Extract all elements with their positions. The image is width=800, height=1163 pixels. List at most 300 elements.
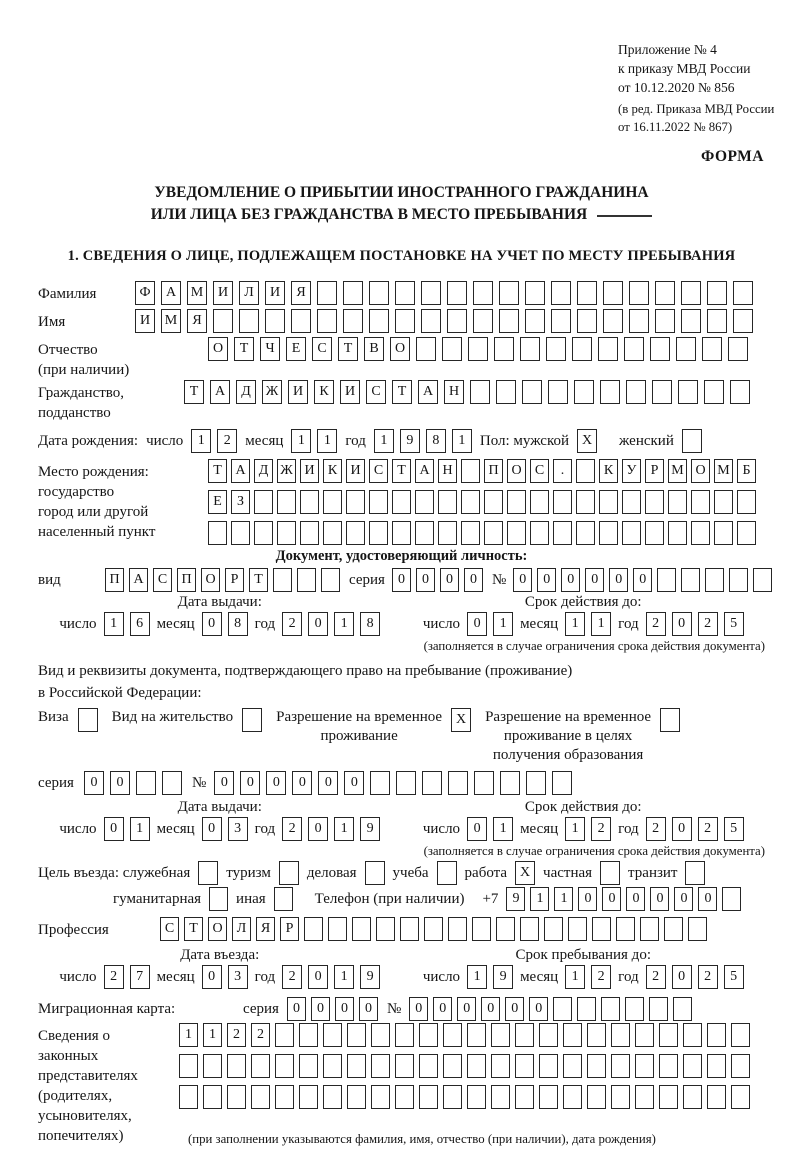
birthplace-row3-cell-19[interactable] bbox=[645, 521, 664, 545]
id-issue-year-cell-2[interactable]: 1 bbox=[334, 612, 354, 636]
representatives-row2-cell-6[interactable] bbox=[323, 1054, 342, 1078]
birthplace-row2-cell-21[interactable] bbox=[691, 490, 710, 514]
permit-number-cell-10[interactable] bbox=[474, 771, 494, 795]
id-doc-number-cell-6[interactable] bbox=[657, 568, 676, 592]
birthplace-row2-cell-13[interactable] bbox=[507, 490, 526, 514]
birthplace-row2-cell-11[interactable] bbox=[461, 490, 480, 514]
name-cell-18[interactable] bbox=[603, 309, 623, 333]
migration-number-cell-2[interactable]: 0 bbox=[457, 997, 476, 1021]
citizenship-cell-2[interactable]: Д bbox=[236, 380, 256, 404]
name-cell-5[interactable] bbox=[265, 309, 285, 333]
phone-cell-5[interactable]: 0 bbox=[626, 887, 645, 911]
representatives-row3-cell-21[interactable] bbox=[683, 1085, 702, 1109]
migration-number-cell-8[interactable] bbox=[601, 997, 620, 1021]
representatives-row2-cell-22[interactable] bbox=[707, 1054, 726, 1078]
citizenship-cell-9[interactable]: А bbox=[418, 380, 438, 404]
representatives-row3-cell-15[interactable] bbox=[539, 1085, 558, 1109]
id-valid-year-cell-1[interactable]: 0 bbox=[672, 612, 692, 636]
birthplace-row1-cell-1[interactable]: А bbox=[231, 459, 250, 483]
profession-cell-12[interactable] bbox=[448, 917, 467, 941]
representatives-row1-cell-2[interactable]: 2 bbox=[227, 1023, 246, 1047]
id-doc-number-cell-2[interactable]: 0 bbox=[561, 568, 580, 592]
surname-cell-8[interactable] bbox=[343, 281, 363, 305]
representatives-row2-cell-9[interactable] bbox=[395, 1054, 414, 1078]
surname-cell-15[interactable] bbox=[525, 281, 545, 305]
surname-cell-11[interactable] bbox=[421, 281, 441, 305]
temp-permit-cell-0[interactable]: X bbox=[451, 708, 471, 732]
representatives-row3-cell-19[interactable] bbox=[635, 1085, 654, 1109]
surname-cell-10[interactable] bbox=[395, 281, 415, 305]
birthplace-row2-cell-6[interactable] bbox=[346, 490, 365, 514]
permit-series-cell-0[interactable]: 0 bbox=[84, 771, 104, 795]
birthplace-row3-cell-14[interactable] bbox=[530, 521, 549, 545]
representatives-row1-cell-4[interactable] bbox=[275, 1023, 294, 1047]
representatives-row1-cell-1[interactable]: 1 bbox=[203, 1023, 222, 1047]
permit-series-cell-1[interactable]: 0 bbox=[110, 771, 130, 795]
id-valid-day-cell-1[interactable]: 1 bbox=[493, 612, 513, 636]
representatives-row1-cell-18[interactable] bbox=[611, 1023, 630, 1047]
representatives-row3-cell-6[interactable] bbox=[323, 1085, 342, 1109]
representatives-row3-cell-8[interactable] bbox=[371, 1085, 390, 1109]
name-cell-22[interactable] bbox=[707, 309, 727, 333]
birthplace-row1-cell-11[interactable] bbox=[461, 459, 480, 483]
patronymic-cell-10[interactable] bbox=[468, 337, 488, 361]
representatives-row1-cell-16[interactable] bbox=[563, 1023, 582, 1047]
birthplace-row2-cell-8[interactable] bbox=[392, 490, 411, 514]
permit-number-cell-3[interactable]: 0 bbox=[292, 771, 312, 795]
birthplace-row3-cell-22[interactable] bbox=[714, 521, 733, 545]
id-doc-kind-cell-6[interactable]: Т bbox=[249, 568, 268, 592]
id-issue-day-cell-0[interactable]: 1 bbox=[104, 612, 124, 636]
stay-day-cell-1[interactable]: 9 bbox=[493, 965, 513, 989]
representatives-row2-cell-11[interactable] bbox=[443, 1054, 462, 1078]
migration-number-cell-9[interactable] bbox=[625, 997, 644, 1021]
id-doc-kind-cell-0[interactable]: П bbox=[105, 568, 124, 592]
permit-issue-month-cell-1[interactable]: 3 bbox=[228, 817, 248, 841]
id-valid-year-cell-0[interactable]: 2 bbox=[646, 612, 666, 636]
surname-cell-4[interactable]: Л bbox=[239, 281, 259, 305]
patronymic-cell-12[interactable] bbox=[520, 337, 540, 361]
id-issue-year-cell-0[interactable]: 2 bbox=[282, 612, 302, 636]
citizenship-cell-10[interactable]: Н bbox=[444, 380, 464, 404]
surname-cell-12[interactable] bbox=[447, 281, 467, 305]
birthplace-row2-cell-9[interactable] bbox=[415, 490, 434, 514]
birth-day-cell-1[interactable]: 2 bbox=[217, 429, 237, 453]
citizenship-cell-14[interactable] bbox=[548, 380, 568, 404]
birthplace-row3-cell-12[interactable] bbox=[484, 521, 503, 545]
birthplace-row2-cell-12[interactable] bbox=[484, 490, 503, 514]
birthplace-row3-cell-13[interactable] bbox=[507, 521, 526, 545]
citizenship-cell-21[interactable] bbox=[730, 380, 750, 404]
representatives-row1-cell-23[interactable] bbox=[731, 1023, 750, 1047]
entry-year-cell-1[interactable]: 0 bbox=[308, 965, 328, 989]
birthplace-row3-cell-16[interactable] bbox=[576, 521, 595, 545]
birthplace-row3-cell-18[interactable] bbox=[622, 521, 641, 545]
birthplace-row2-cell-22[interactable] bbox=[714, 490, 733, 514]
birthplace-row1-cell-5[interactable]: К bbox=[323, 459, 342, 483]
id-valid-month-cell-1[interactable]: 1 bbox=[591, 612, 611, 636]
surname-cell-0[interactable]: Ф bbox=[135, 281, 155, 305]
residence-cell-0[interactable] bbox=[242, 708, 262, 732]
id-valid-day-cell-0[interactable]: 0 bbox=[467, 612, 487, 636]
id-doc-kind-cell-1[interactable]: А bbox=[129, 568, 148, 592]
birthplace-row1-cell-17[interactable]: К bbox=[599, 459, 618, 483]
permit-issue-day-cell-0[interactable]: 0 bbox=[104, 817, 124, 841]
name-cell-19[interactable] bbox=[629, 309, 649, 333]
migration-number-cell-1[interactable]: 0 bbox=[433, 997, 452, 1021]
permit-number-cell-5[interactable]: 0 bbox=[344, 771, 364, 795]
surname-cell-19[interactable] bbox=[629, 281, 649, 305]
phone-cell-3[interactable]: 0 bbox=[578, 887, 597, 911]
representatives-row3-cell-0[interactable] bbox=[179, 1085, 198, 1109]
representatives-row1-cell-5[interactable] bbox=[299, 1023, 318, 1047]
id-doc-kind-cell-5[interactable]: Р bbox=[225, 568, 244, 592]
permit-number-cell-2[interactable]: 0 bbox=[266, 771, 286, 795]
sex-male-cell-0[interactable]: X bbox=[577, 429, 597, 453]
surname-cell-6[interactable]: Я bbox=[291, 281, 311, 305]
permit-valid-month-cell-1[interactable]: 2 bbox=[591, 817, 611, 841]
birthplace-row3-cell-9[interactable] bbox=[415, 521, 434, 545]
representatives-row2-cell-18[interactable] bbox=[611, 1054, 630, 1078]
migration-series-cell-0[interactable]: 0 bbox=[287, 997, 306, 1021]
migration-number-cell-6[interactable] bbox=[553, 997, 572, 1021]
representatives-row1-cell-13[interactable] bbox=[491, 1023, 510, 1047]
name-cell-1[interactable]: М bbox=[161, 309, 181, 333]
patronymic-cell-8[interactable] bbox=[416, 337, 436, 361]
patronymic-cell-20[interactable] bbox=[728, 337, 748, 361]
representatives-row2-cell-21[interactable] bbox=[683, 1054, 702, 1078]
id-doc-number-cell-1[interactable]: 0 bbox=[537, 568, 556, 592]
id-doc-kind-cell-3[interactable]: П bbox=[177, 568, 196, 592]
citizenship-cell-17[interactable] bbox=[626, 380, 646, 404]
representatives-row2-cell-8[interactable] bbox=[371, 1054, 390, 1078]
representatives-row3-cell-12[interactable] bbox=[467, 1085, 486, 1109]
birthplace-row1-cell-4[interactable]: И bbox=[300, 459, 319, 483]
entry-month-cell-0[interactable]: 0 bbox=[202, 965, 222, 989]
representatives-row3-cell-17[interactable] bbox=[587, 1085, 606, 1109]
stay-month-cell-1[interactable]: 2 bbox=[591, 965, 611, 989]
birthplace-row1-cell-0[interactable]: Т bbox=[208, 459, 227, 483]
id-doc-number-cell-0[interactable]: 0 bbox=[513, 568, 532, 592]
surname-cell-21[interactable] bbox=[681, 281, 701, 305]
birthplace-row3-cell-1[interactable] bbox=[231, 521, 250, 545]
citizenship-cell-3[interactable]: Ж bbox=[262, 380, 282, 404]
surname-cell-14[interactable] bbox=[499, 281, 519, 305]
birth-month-cell-1[interactable]: 1 bbox=[317, 429, 337, 453]
birthplace-row3-cell-2[interactable] bbox=[254, 521, 273, 545]
profession-cell-11[interactable] bbox=[424, 917, 443, 941]
permit-valid-month-cell-0[interactable]: 1 bbox=[565, 817, 585, 841]
surname-cell-3[interactable]: И bbox=[213, 281, 233, 305]
permit-number-cell-1[interactable]: 0 bbox=[240, 771, 260, 795]
representatives-row1-cell-14[interactable] bbox=[515, 1023, 534, 1047]
representatives-row1-cell-7[interactable] bbox=[347, 1023, 366, 1047]
profession-cell-15[interactable] bbox=[520, 917, 539, 941]
name-cell-10[interactable] bbox=[395, 309, 415, 333]
birthplace-row2-cell-3[interactable] bbox=[277, 490, 296, 514]
surname-cell-7[interactable] bbox=[317, 281, 337, 305]
representatives-row1-cell-6[interactable] bbox=[323, 1023, 342, 1047]
birthplace-row2-cell-20[interactable] bbox=[668, 490, 687, 514]
id-issue-month-cell-0[interactable]: 0 bbox=[202, 612, 222, 636]
id-issue-year-cell-3[interactable]: 8 bbox=[360, 612, 380, 636]
representatives-row2-cell-3[interactable] bbox=[251, 1054, 270, 1078]
id-doc-series-cell-0[interactable]: 0 bbox=[392, 568, 411, 592]
birthplace-row1-cell-21[interactable]: О bbox=[691, 459, 710, 483]
id-doc-number-cell-3[interactable]: 0 bbox=[585, 568, 604, 592]
citizenship-cell-4[interactable]: И bbox=[288, 380, 308, 404]
representatives-row3-cell-14[interactable] bbox=[515, 1085, 534, 1109]
birthplace-row2-cell-7[interactable] bbox=[369, 490, 388, 514]
citizenship-cell-19[interactable] bbox=[678, 380, 698, 404]
citizenship-cell-1[interactable]: А bbox=[210, 380, 230, 404]
patronymic-cell-6[interactable]: В bbox=[364, 337, 384, 361]
stay-month-cell-0[interactable]: 1 bbox=[565, 965, 585, 989]
representatives-row1-cell-19[interactable] bbox=[635, 1023, 654, 1047]
birth-month-cell-0[interactable]: 1 bbox=[291, 429, 311, 453]
representatives-row2-cell-16[interactable] bbox=[563, 1054, 582, 1078]
permit-issue-day-cell-1[interactable]: 1 bbox=[130, 817, 150, 841]
permit-valid-day-cell-1[interactable]: 1 bbox=[493, 817, 513, 841]
purpose-transit-cell-0[interactable] bbox=[685, 861, 705, 885]
permit-number-cell-7[interactable] bbox=[396, 771, 416, 795]
permit-number-cell-13[interactable] bbox=[552, 771, 572, 795]
permit-valid-year-cell-2[interactable]: 2 bbox=[698, 817, 718, 841]
purpose-business-cell-0[interactable] bbox=[365, 861, 385, 885]
id-doc-kind-cell-4[interactable]: О bbox=[201, 568, 220, 592]
patronymic-cell-14[interactable] bbox=[572, 337, 592, 361]
entry-year-cell-0[interactable]: 2 bbox=[282, 965, 302, 989]
surname-cell-23[interactable] bbox=[733, 281, 753, 305]
permit-number-cell-4[interactable]: 0 bbox=[318, 771, 338, 795]
representatives-row1-cell-12[interactable] bbox=[467, 1023, 486, 1047]
representatives-row3-cell-16[interactable] bbox=[563, 1085, 582, 1109]
id-doc-number-cell-7[interactable] bbox=[681, 568, 700, 592]
representatives-row1-cell-11[interactable] bbox=[443, 1023, 462, 1047]
phone-cell-4[interactable]: 0 bbox=[602, 887, 621, 911]
surname-cell-17[interactable] bbox=[577, 281, 597, 305]
migration-series-cell-2[interactable]: 0 bbox=[335, 997, 354, 1021]
migration-number-cell-3[interactable]: 0 bbox=[481, 997, 500, 1021]
purpose-private-cell-0[interactable] bbox=[600, 861, 620, 885]
birth-year-cell-1[interactable]: 9 bbox=[400, 429, 420, 453]
permit-valid-year-cell-3[interactable]: 5 bbox=[724, 817, 744, 841]
representatives-row1-cell-9[interactable] bbox=[395, 1023, 414, 1047]
purpose-official-cell-0[interactable] bbox=[198, 861, 218, 885]
name-cell-7[interactable] bbox=[317, 309, 337, 333]
representatives-row1-cell-20[interactable] bbox=[659, 1023, 678, 1047]
birthplace-row1-cell-9[interactable]: А bbox=[415, 459, 434, 483]
entry-month-cell-1[interactable]: 3 bbox=[228, 965, 248, 989]
permit-issue-month-cell-0[interactable]: 0 bbox=[202, 817, 222, 841]
permit-number-cell-0[interactable]: 0 bbox=[214, 771, 234, 795]
stay-year-cell-0[interactable]: 2 bbox=[646, 965, 666, 989]
id-doc-series-cell-3[interactable]: 0 bbox=[464, 568, 483, 592]
permit-series-cell-3[interactable] bbox=[162, 771, 182, 795]
permit-valid-year-cell-0[interactable]: 2 bbox=[646, 817, 666, 841]
profession-cell-20[interactable] bbox=[640, 917, 659, 941]
birthplace-row3-cell-5[interactable] bbox=[323, 521, 342, 545]
representatives-row2-cell-20[interactable] bbox=[659, 1054, 678, 1078]
birthplace-row1-cell-18[interactable]: У bbox=[622, 459, 641, 483]
representatives-row3-cell-7[interactable] bbox=[347, 1085, 366, 1109]
name-cell-14[interactable] bbox=[499, 309, 519, 333]
birthplace-row3-cell-15[interactable] bbox=[553, 521, 572, 545]
profession-cell-17[interactable] bbox=[568, 917, 587, 941]
patronymic-cell-17[interactable] bbox=[650, 337, 670, 361]
birthplace-row3-cell-17[interactable] bbox=[599, 521, 618, 545]
id-doc-kind-cell-7[interactable] bbox=[273, 568, 292, 592]
surname-cell-5[interactable]: И bbox=[265, 281, 285, 305]
birthplace-row3-cell-4[interactable] bbox=[300, 521, 319, 545]
profession-cell-16[interactable] bbox=[544, 917, 563, 941]
birthplace-row3-cell-21[interactable] bbox=[691, 521, 710, 545]
birthplace-row2-cell-2[interactable] bbox=[254, 490, 273, 514]
permit-number-cell-9[interactable] bbox=[448, 771, 468, 795]
name-cell-0[interactable]: И bbox=[135, 309, 155, 333]
surname-cell-1[interactable]: А bbox=[161, 281, 181, 305]
id-doc-number-cell-9[interactable] bbox=[729, 568, 748, 592]
birthplace-row1-cell-15[interactable]: . bbox=[553, 459, 572, 483]
surname-cell-2[interactable]: М bbox=[187, 281, 207, 305]
representatives-row1-cell-8[interactable] bbox=[371, 1023, 390, 1047]
representatives-row2-cell-2[interactable] bbox=[227, 1054, 246, 1078]
citizenship-cell-16[interactable] bbox=[600, 380, 620, 404]
permit-valid-year-cell-1[interactable]: 0 bbox=[672, 817, 692, 841]
profession-cell-1[interactable]: Т bbox=[184, 917, 203, 941]
surname-cell-16[interactable] bbox=[551, 281, 571, 305]
birthplace-row3-cell-7[interactable] bbox=[369, 521, 388, 545]
phone-cell-9[interactable] bbox=[722, 887, 741, 911]
id-issue-year-cell-1[interactable]: 0 bbox=[308, 612, 328, 636]
representatives-row1-cell-3[interactable]: 2 bbox=[251, 1023, 270, 1047]
profession-cell-18[interactable] bbox=[592, 917, 611, 941]
representatives-row1-cell-22[interactable] bbox=[707, 1023, 726, 1047]
birthplace-row2-cell-23[interactable] bbox=[737, 490, 756, 514]
patronymic-cell-16[interactable] bbox=[624, 337, 644, 361]
purpose-study-cell-0[interactable] bbox=[437, 861, 457, 885]
profession-cell-8[interactable] bbox=[352, 917, 371, 941]
representatives-row3-cell-4[interactable] bbox=[275, 1085, 294, 1109]
phone-cell-7[interactable]: 0 bbox=[674, 887, 693, 911]
name-cell-6[interactable] bbox=[291, 309, 311, 333]
birthplace-row2-cell-1[interactable]: З bbox=[231, 490, 250, 514]
representatives-row3-cell-5[interactable] bbox=[299, 1085, 318, 1109]
citizenship-cell-11[interactable] bbox=[470, 380, 490, 404]
permit-number-cell-12[interactable] bbox=[526, 771, 546, 795]
citizenship-cell-7[interactable]: С bbox=[366, 380, 386, 404]
profession-cell-3[interactable]: Л bbox=[232, 917, 251, 941]
profession-cell-0[interactable]: С bbox=[160, 917, 179, 941]
profession-cell-7[interactable] bbox=[328, 917, 347, 941]
name-cell-12[interactable] bbox=[447, 309, 467, 333]
birthplace-row1-cell-20[interactable]: М bbox=[668, 459, 687, 483]
birthplace-row2-cell-18[interactable] bbox=[622, 490, 641, 514]
birthplace-row1-cell-2[interactable]: Д bbox=[254, 459, 273, 483]
profession-cell-9[interactable] bbox=[376, 917, 395, 941]
patronymic-cell-5[interactable]: Т bbox=[338, 337, 358, 361]
id-doc-number-cell-8[interactable] bbox=[705, 568, 724, 592]
purpose-tourism-cell-0[interactable] bbox=[279, 861, 299, 885]
birthplace-row1-cell-14[interactable]: С bbox=[530, 459, 549, 483]
birth-year-cell-0[interactable]: 1 bbox=[374, 429, 394, 453]
patronymic-cell-0[interactable]: О bbox=[208, 337, 228, 361]
citizenship-cell-20[interactable] bbox=[704, 380, 724, 404]
patronymic-cell-7[interactable]: О bbox=[390, 337, 410, 361]
migration-number-cell-7[interactable] bbox=[577, 997, 596, 1021]
birthplace-row1-cell-22[interactable]: М bbox=[714, 459, 733, 483]
representatives-row3-cell-9[interactable] bbox=[395, 1085, 414, 1109]
stay-day-cell-0[interactable]: 1 bbox=[467, 965, 487, 989]
citizenship-cell-6[interactable]: И bbox=[340, 380, 360, 404]
sex-female-cell-0[interactable] bbox=[682, 429, 702, 453]
name-cell-13[interactable] bbox=[473, 309, 493, 333]
name-cell-9[interactable] bbox=[369, 309, 389, 333]
name-cell-21[interactable] bbox=[681, 309, 701, 333]
id-doc-series-cell-1[interactable]: 0 bbox=[416, 568, 435, 592]
surname-cell-13[interactable] bbox=[473, 281, 493, 305]
name-cell-3[interactable] bbox=[213, 309, 233, 333]
id-doc-series-cell-2[interactable]: 0 bbox=[440, 568, 459, 592]
profession-cell-19[interactable] bbox=[616, 917, 635, 941]
citizenship-cell-5[interactable]: К bbox=[314, 380, 334, 404]
representatives-row2-cell-14[interactable] bbox=[515, 1054, 534, 1078]
birthplace-row1-cell-12[interactable]: П bbox=[484, 459, 503, 483]
citizenship-cell-8[interactable]: Т bbox=[392, 380, 412, 404]
purpose-work-cell-0[interactable]: X bbox=[515, 861, 535, 885]
permit-issue-year-cell-3[interactable]: 9 bbox=[360, 817, 380, 841]
id-doc-kind-cell-9[interactable] bbox=[321, 568, 340, 592]
birthplace-row2-cell-5[interactable] bbox=[323, 490, 342, 514]
profession-cell-14[interactable] bbox=[496, 917, 515, 941]
purpose-humanitarian-cell-0[interactable] bbox=[209, 887, 228, 911]
representatives-row2-cell-0[interactable] bbox=[179, 1054, 198, 1078]
migration-number-cell-5[interactable]: 0 bbox=[529, 997, 548, 1021]
permit-issue-year-cell-1[interactable]: 0 bbox=[308, 817, 328, 841]
birthplace-row2-cell-0[interactable]: Е bbox=[208, 490, 227, 514]
stay-year-cell-1[interactable]: 0 bbox=[672, 965, 692, 989]
representatives-row2-cell-13[interactable] bbox=[491, 1054, 510, 1078]
citizenship-cell-15[interactable] bbox=[574, 380, 594, 404]
representatives-row2-cell-4[interactable] bbox=[275, 1054, 294, 1078]
migration-number-cell-11[interactable] bbox=[673, 997, 692, 1021]
birthplace-row2-cell-17[interactable] bbox=[599, 490, 618, 514]
birthplace-row3-cell-23[interactable] bbox=[737, 521, 756, 545]
entry-day-cell-1[interactable]: 7 bbox=[130, 965, 150, 989]
representatives-row3-cell-10[interactable] bbox=[419, 1085, 438, 1109]
patronymic-cell-2[interactable]: Ч bbox=[260, 337, 280, 361]
profession-cell-2[interactable]: О bbox=[208, 917, 227, 941]
entry-day-cell-0[interactable]: 2 bbox=[104, 965, 124, 989]
representatives-row3-cell-3[interactable] bbox=[251, 1085, 270, 1109]
citizenship-cell-12[interactable] bbox=[496, 380, 516, 404]
profession-cell-21[interactable] bbox=[664, 917, 683, 941]
patronymic-cell-15[interactable] bbox=[598, 337, 618, 361]
birthplace-row1-cell-7[interactable]: С bbox=[369, 459, 388, 483]
profession-cell-5[interactable]: Р bbox=[280, 917, 299, 941]
name-cell-2[interactable]: Я bbox=[187, 309, 207, 333]
patronymic-cell-4[interactable]: С bbox=[312, 337, 332, 361]
migration-series-cell-1[interactable]: 0 bbox=[311, 997, 330, 1021]
representatives-row2-cell-5[interactable] bbox=[299, 1054, 318, 1078]
birthplace-row2-cell-19[interactable] bbox=[645, 490, 664, 514]
phone-cell-0[interactable]: 9 bbox=[506, 887, 525, 911]
representatives-row3-cell-22[interactable] bbox=[707, 1085, 726, 1109]
name-cell-11[interactable] bbox=[421, 309, 441, 333]
id-valid-year-cell-2[interactable]: 2 bbox=[698, 612, 718, 636]
migration-number-cell-0[interactable]: 0 bbox=[409, 997, 428, 1021]
id-doc-number-cell-10[interactable] bbox=[753, 568, 772, 592]
